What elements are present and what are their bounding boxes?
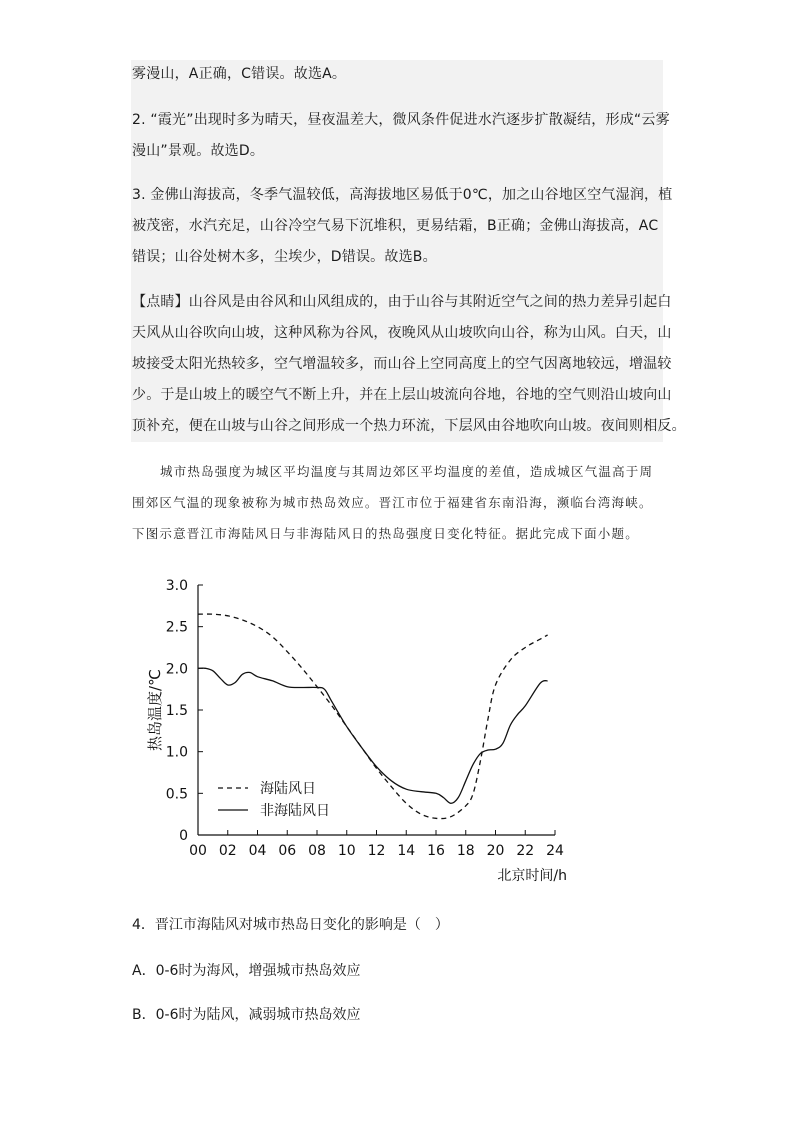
answer-line: 漫山”景观。故选D。 <box>132 143 265 159</box>
tip-line: 顶补充，便在山坡与山谷之间形成一个热力环流，下层风由谷地吹向山坡。夜间则相反。 <box>132 418 686 434</box>
x-tick-label: 08 <box>308 843 326 859</box>
tip-line: 【点睛】山谷风是由谷风和山风组成的，由于山谷与其附近空气之间的热力差异引起白 <box>132 294 672 310</box>
y-tick-label: 2.0 <box>165 661 188 678</box>
x-tick-label: 18 <box>456 843 475 859</box>
x-tick-label: 14 <box>397 843 416 859</box>
answer-line: 3. 金佛山海拔高，冬季气温较低，高海拔地区易低于0℃，加之山谷地区空气湿润，植 <box>132 187 673 203</box>
x-tick-label: 20 <box>486 843 505 859</box>
y-axis-label: 热岛温度/℃ <box>146 669 164 751</box>
heat-island-chart <box>0 560 794 890</box>
y-tick-label: 0.5 <box>165 786 188 803</box>
x-tick-label: 22 <box>516 843 535 859</box>
x-tick-label: 06 <box>278 843 297 859</box>
y-tick-label: 1.5 <box>165 703 188 719</box>
x-tick-label: 16 <box>427 843 445 859</box>
y-tick-label: 3.0 <box>165 578 188 594</box>
intro-line: 城市热岛强度为城区平均温度与其周边郊区平均温度的差值，造成城区气温高于周 <box>160 464 654 479</box>
intro-line: 围郊区气温的现象被称为城市热岛效应。晋江市位于福建省东南沿海，濒临台湾海峡。 <box>132 495 653 510</box>
y-tick-label: 2.5 <box>165 619 188 636</box>
option-b[interactable]: B．0-6时为陆风，减弱城市热岛效应 <box>132 1007 361 1023</box>
y-tick-label: 0 <box>179 828 188 844</box>
legend-label: 海陆风日 <box>260 781 316 797</box>
tip-line: 坡接受太阳光热较多，空气增温较多，而山谷上空同高度上的空气因离地较远，增温较 <box>132 356 672 372</box>
option-a[interactable]: A．0-6时为海风，增强城市热岛效应 <box>132 963 361 979</box>
answer-line: 被茂密，水汽充足，山谷冷空气易下沉堆积，更易结霜，B正确；金佛山海拔高，AC <box>132 218 659 234</box>
series-line-non-sea-land-breeze <box>198 668 548 803</box>
x-tick-label: 12 <box>367 843 386 859</box>
question-4: 4．晋江市海陆风对城市热岛日变化的影响是（ ） <box>132 917 449 933</box>
y-tick-label: 1.0 <box>165 744 188 761</box>
tip-line: 天风从山谷吹向山坡，这种风称为谷风，夜晚风从山坡吹向山谷，称为山风。白天，山 <box>132 325 672 341</box>
answer-line: 雾漫山，A正确，C错误。故选A。 <box>132 66 347 82</box>
x-tick-label: 04 <box>248 843 267 859</box>
intro-line: 下图示意晋江市海陆风日与非海陆风日的热岛强度日变化特征。据此完成下面小题。 <box>132 526 639 541</box>
answer-line: 2. “霞光”出现时多为晴天，昼夜温差大，微风条件促进水汽逐步扩散凝结，形成“云雾 <box>132 112 670 128</box>
tip-line: 少。于是山坡上的暖空气不断上升，并在上层山坡流向谷地，谷地的空气则沿山坡向山 <box>132 387 672 403</box>
x-tick-label: 00 <box>189 843 207 859</box>
answer-line: 错误；山谷处树木多，尘埃少，D错误。故选B。 <box>132 249 437 265</box>
x-axis-label: 北京时间/h <box>497 868 567 884</box>
series-line-sea-land-breeze <box>198 614 548 819</box>
legend-label: 非海陆风日 <box>260 803 330 819</box>
x-tick-label: 24 <box>546 843 564 859</box>
x-tick-label: 02 <box>218 843 237 859</box>
x-tick-label: 10 <box>337 843 356 859</box>
